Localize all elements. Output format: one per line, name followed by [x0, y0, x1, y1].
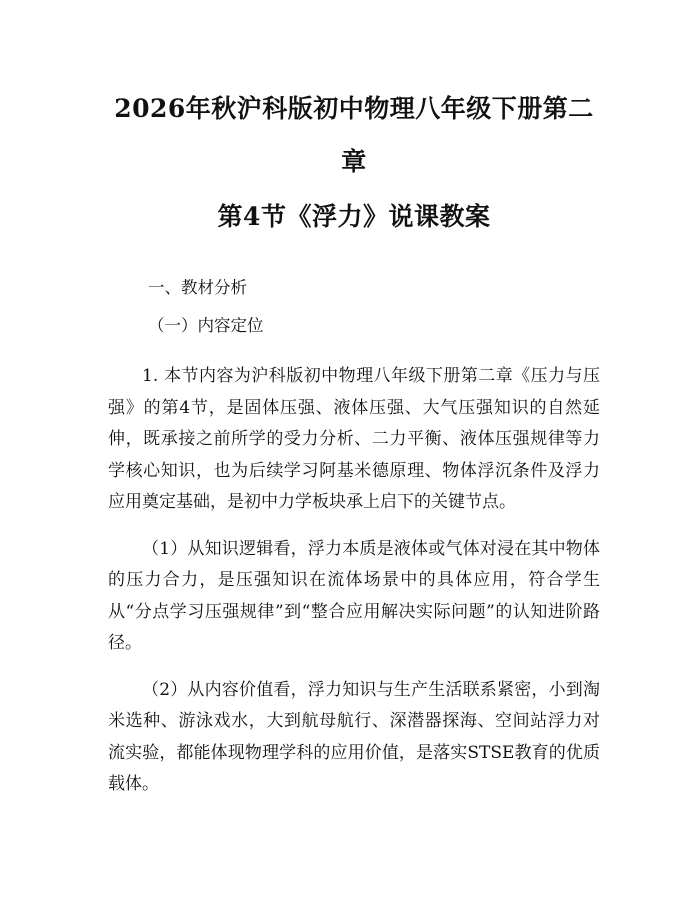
- paragraph-content-positioning: 1. 本节内容为沪科版初中物理八年级下册第二章《压力与压强》的第4节，是固体压强、液体压强、大气压强知识的自然延伸，既承接之前所学的受力分析、二力平衡、液体压强规律等力学核心知识，也为后续学习阿基米德原理、物体浮沉条件及浮力应用奠定基础，是初中力学板块承上启下的关键节点。: [108, 366, 600, 512]
- paragraph-knowledge-logic: （1）从知识逻辑看，浮力本质是液体或气体对浸在其中物体的压力合力，是压强知识在流体场景中的具体应用，符合学生从“分点学习压强规律”到“整合应用解决实际问题”的认知进阶路径。: [108, 538, 600, 653]
- document-title: [108, 82, 600, 243]
- section-heading: 一、教材分析: [148, 278, 247, 297]
- title-line-1: 2026年秋沪科版初中物理八年级下册第二章: [114, 94, 594, 176]
- paragraph-content-value: （2）从内容价值看，浮力知识与生产生活联系紧密，小到淘米选种、游泳戏水，大到航母航行、深潜器探海、空间站浮力对流实验，都能体现物理学科的应用价值，是落实STSE教育的优质载体。: [108, 679, 600, 794]
- subsection-heading: （一）内容定位: [148, 316, 264, 335]
- title-line-2: 第4节《浮力》说课教案: [217, 202, 491, 231]
